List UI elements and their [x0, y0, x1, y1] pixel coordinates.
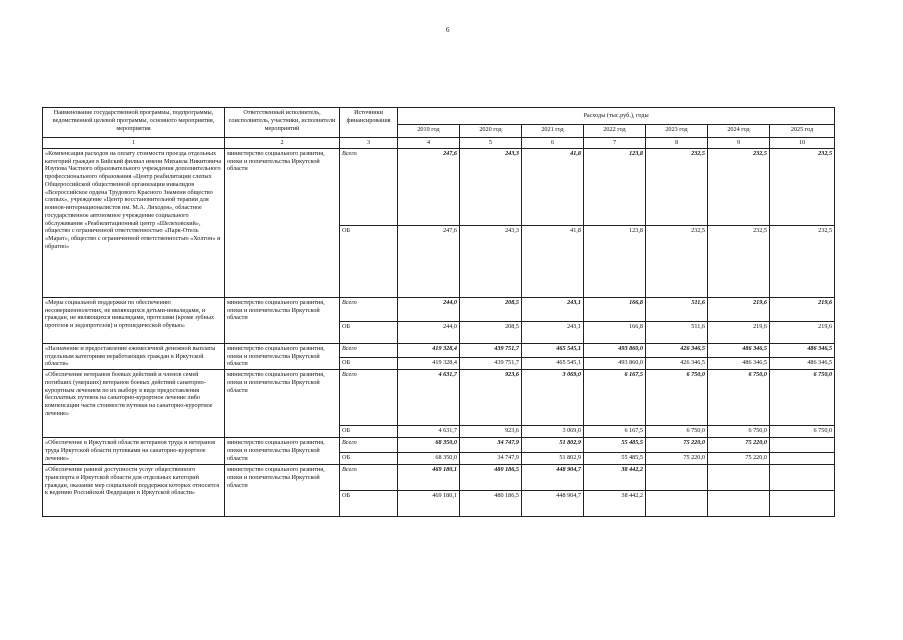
ob-value: 247,6	[398, 225, 460, 297]
column-number: 4	[398, 138, 460, 149]
activity-name: «Меры социальной поддержки по обеспечению несовершеннолетних, не являющихся детьми-инвалидами, и граждан, не являющихся инвалидами, протезами (кроме зубных протезов и эндопротезов) и ортопедической обувью»	[43, 297, 225, 343]
ob-value: 469 180,1	[398, 491, 460, 517]
header-year: 2020 год	[460, 125, 522, 138]
responsible-executor: министерство социального развития, опеки и попечительства Иркутской области	[225, 148, 340, 297]
ob-value: 4 631,7	[398, 426, 460, 438]
column-number: 8	[646, 138, 708, 149]
activity-name: «Обеспечение равной доступности услуг общественного транспорта в Иркутской области для отдельных категорий граждан, оказание мер социальной поддержки которых относится к ведению Российской Федерации и Иркутской области»	[43, 465, 225, 517]
column-number: 2	[225, 138, 340, 149]
total-value: 3 069,0	[522, 370, 584, 426]
header-responsible: Ответственный исполнитель, соисполнитель, участники, исполнители мероприятий	[225, 108, 340, 138]
column-number: 3	[340, 138, 398, 149]
total-value: 480 186,5	[460, 465, 522, 491]
ob-value: 511,6	[646, 321, 708, 343]
total-value: 4 631,7	[398, 370, 460, 426]
ob-value: 208,5	[460, 321, 522, 343]
ob-value: 480 186,5	[460, 491, 522, 517]
header-year: 2019 год	[398, 125, 460, 138]
ob-value: 486 346,5	[770, 357, 835, 369]
table-row	[43, 438, 835, 453]
ob-value	[770, 491, 835, 517]
total-value: 493 860,0	[584, 343, 646, 357]
source-ob: ОБ	[340, 426, 398, 438]
header-year: 2023 год	[646, 125, 708, 138]
ob-value: 38 442,2	[584, 491, 646, 517]
ob-value: 486 346,5	[708, 357, 770, 369]
ob-value: 465 545,1	[522, 357, 584, 369]
ob-value	[708, 491, 770, 517]
total-value: 166,8	[584, 297, 646, 321]
total-value: 6 750,0	[646, 370, 708, 426]
total-value	[770, 438, 835, 453]
total-value: 511,6	[646, 297, 708, 321]
column-number: 6	[522, 138, 584, 149]
table-row	[43, 297, 835, 321]
total-value: 51 802,9	[522, 438, 584, 453]
total-value: 219,6	[770, 297, 835, 321]
total-value: 232,5	[646, 148, 708, 225]
total-value: 469 180,1	[398, 465, 460, 491]
source-ob: ОБ	[340, 357, 398, 369]
responsible-executor: министерство социального развития, опеки и попечительства Иркутской области	[225, 465, 340, 517]
ob-value	[770, 453, 835, 465]
table-row	[43, 465, 835, 491]
header-expenses: Расходы (тыс.руб.), годы	[398, 108, 835, 125]
column-number: 7	[584, 138, 646, 149]
total-value	[708, 465, 770, 491]
responsible-executor: министерство социального развития, опеки и попечительства Иркутской области	[225, 343, 340, 369]
total-value: 486 346,5	[708, 343, 770, 357]
source-total: Всего	[340, 370, 398, 426]
ob-value: 34 747,9	[460, 453, 522, 465]
responsible-executor: министерство социального развития, опеки и попечительства Иркутской области	[225, 370, 340, 438]
total-value: 465 545,1	[522, 343, 584, 357]
source-total: Всего	[340, 465, 398, 491]
header-year: 2021 год	[522, 125, 584, 138]
source-total: Всего	[340, 438, 398, 453]
total-value: 439 751,7	[460, 343, 522, 357]
total-value: 448 904,7	[522, 465, 584, 491]
column-number: 10	[770, 138, 835, 149]
table-row	[43, 370, 835, 426]
ob-value: 6 750,0	[770, 426, 835, 438]
activity-name: «Назначение и предоставление ежемесячной денежной выплаты отдельным категориям неработающих граждан в Иркутской области»	[43, 343, 225, 369]
source-ob: ОБ	[340, 321, 398, 343]
total-value: 75 220,0	[708, 438, 770, 453]
ob-value: 244,0	[398, 321, 460, 343]
total-value: 486 346,5	[770, 343, 835, 357]
ob-value: 493 860,0	[584, 357, 646, 369]
total-value: 923,6	[460, 370, 522, 426]
ob-value: 123,8	[584, 225, 646, 297]
total-value: 208,5	[460, 297, 522, 321]
activity-name: «Компенсация расходов на оплату стоимости проезда отдельных категорий граждан в Бийский филиал имени Михаила Никитовича Изупова Частного образовательного учреждения дополнительного профессионального образования «Центр реабилитации слепых Общероссийской общественной организации инвалидов «Всероссийское ордена Трудового Красного Знамени общество слепых», учреждение «Центр восстановительной терапии для воинов-интернационалистов им. М.А. Лиходея», областное государственное автономное учреждение социального обслуживания «Реабилитационный центр «Шелеховский», общество с ограниченной ответственностью «Парк-Отель «Марат», общество с ограниченной ответственностью «Холтон» и обратно»	[43, 148, 225, 297]
responsible-executor: министерство социального развития, опеки и попечительства Иркутской области	[225, 297, 340, 343]
activity-name: «Обеспечение в Иркутской области ветеранов труда и ветеранов труда Иркутской области путевками на санаторно-курортное лечение»	[43, 438, 225, 465]
ob-value: 75 220,0	[708, 453, 770, 465]
table-row	[43, 148, 835, 225]
total-value: 247,6	[398, 148, 460, 225]
total-value: 6 750,0	[770, 370, 835, 426]
total-value: 232,5	[708, 148, 770, 225]
ob-value: 166,8	[584, 321, 646, 343]
total-value: 244,0	[398, 297, 460, 321]
total-value: 38 442,2	[584, 465, 646, 491]
total-value: 55 485,5	[584, 438, 646, 453]
ob-value: 219,6	[708, 321, 770, 343]
total-value: 41,8	[522, 148, 584, 225]
source-ob: ОБ	[340, 491, 398, 517]
ob-value: 232,5	[770, 225, 835, 297]
header-year: 2024 год	[708, 125, 770, 138]
total-value: 34 747,9	[460, 438, 522, 453]
ob-value: 923,6	[460, 426, 522, 438]
column-number: 5	[460, 138, 522, 149]
total-value: 426 346,5	[646, 343, 708, 357]
total-value: 68 350,0	[398, 438, 460, 453]
source-total: Всего	[340, 343, 398, 357]
activity-name: «Обеспечение ветеранов боевых действий и членов семей погибших (умерших) ветеранов боевых действий санаторно-курортным лечением по их выбору в виде предоставления бесплатных путевок на санаторно-курортное лечение либо компенсации части стоимости путевки на санаторно-курортное лечение»	[43, 370, 225, 438]
page-number: 6	[446, 26, 450, 34]
source-total: Всего	[340, 297, 398, 321]
ob-value: 6 750,0	[646, 426, 708, 438]
source-ob: ОБ	[340, 225, 398, 297]
total-value	[646, 465, 708, 491]
ob-value: 426 346,5	[646, 357, 708, 369]
total-value: 219,6	[708, 297, 770, 321]
total-value: 6 750,0	[708, 370, 770, 426]
table-header	[43, 108, 835, 149]
header-source: Источники финансирования	[340, 108, 398, 138]
table-body	[43, 148, 835, 516]
total-value: 6 167,5	[584, 370, 646, 426]
source-ob: ОБ	[340, 453, 398, 465]
ob-value: 419 328,4	[398, 357, 460, 369]
total-value: 243,1	[522, 297, 584, 321]
table-row	[43, 343, 835, 357]
total-value: 243,3	[460, 148, 522, 225]
ob-value	[646, 491, 708, 517]
source-total: Всего	[340, 148, 398, 225]
ob-value: 232,5	[708, 225, 770, 297]
ob-value: 243,1	[522, 321, 584, 343]
total-value	[770, 465, 835, 491]
budget-table	[42, 107, 835, 517]
ob-value: 55 485,5	[584, 453, 646, 465]
ob-value: 219,6	[770, 321, 835, 343]
total-value: 419 328,4	[398, 343, 460, 357]
header-year: 2022 год	[584, 125, 646, 138]
column-number: 9	[708, 138, 770, 149]
ob-value: 41,8	[522, 225, 584, 297]
ob-value: 68 350,0	[398, 453, 460, 465]
ob-value: 448 904,7	[522, 491, 584, 517]
ob-value: 243,3	[460, 225, 522, 297]
total-value: 75 220,0	[646, 438, 708, 453]
ob-value: 3 069,0	[522, 426, 584, 438]
ob-value: 6 750,0	[708, 426, 770, 438]
column-number: 1	[43, 138, 225, 149]
ob-value: 51 802,9	[522, 453, 584, 465]
ob-value: 232,5	[646, 225, 708, 297]
ob-value: 439 751,7	[460, 357, 522, 369]
header-year: 2025 год	[770, 125, 835, 138]
total-value: 123,8	[584, 148, 646, 225]
ob-value: 75 220,0	[646, 453, 708, 465]
total-value: 232,5	[770, 148, 835, 225]
responsible-executor: министерство социального развития, опеки и попечительства Иркутской области	[225, 438, 340, 465]
header-name: Наименование государственной программы, подпрограммы, ведомственной целевой программы, основного мероприятия, мероприятия	[43, 108, 225, 138]
ob-value: 6 167,5	[584, 426, 646, 438]
